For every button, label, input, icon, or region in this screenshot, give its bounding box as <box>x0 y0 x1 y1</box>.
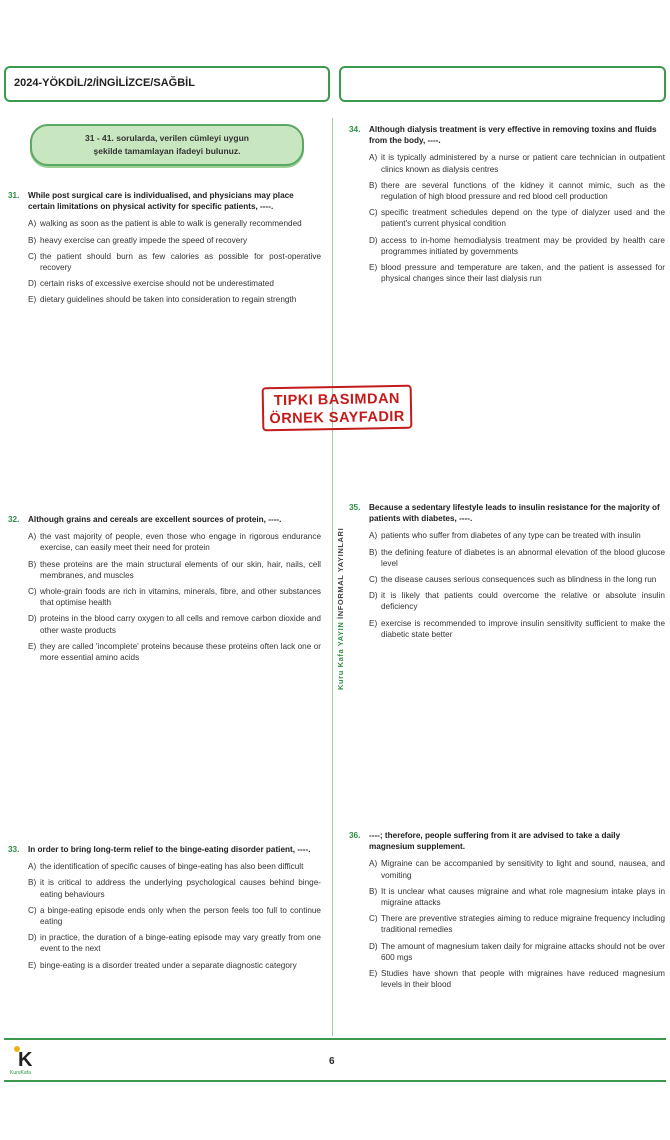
option-a[interactable] <box>28 531 321 553</box>
option-text: the patient should burn as few calories as possible for post-operative recovery <box>40 251 321 273</box>
instruction-line-2: şekilde tamamlayan ifadeyi bulunuz. <box>93 146 241 156</box>
instruction-box <box>30 124 304 166</box>
option-letter: B) <box>369 180 378 190</box>
header-right-box <box>339 66 666 102</box>
option-text: the vast majority of people, even those who engage in rigorous endurance exercise, can easily meet their need for protein <box>40 532 321 553</box>
option-b[interactable] <box>28 235 321 246</box>
question-35 <box>349 502 665 645</box>
option-text: certain risks of excessive exercise should not be underestimated <box>40 279 274 289</box>
option-text: in practice, the duration of a binge-eating episode may vary greatly from one event to the next <box>40 933 321 954</box>
option-b[interactable] <box>369 180 665 202</box>
publisher-logo <box>10 1043 36 1077</box>
question-number: 33. <box>8 845 20 854</box>
stamp-line-2: ÖRNEK SAYFADIR <box>269 408 405 428</box>
publisher-vertical-text <box>336 528 345 690</box>
option-letter: A) <box>28 862 37 872</box>
option-c[interactable] <box>28 586 321 608</box>
question-31 <box>8 190 321 311</box>
option-letter: E) <box>369 969 378 979</box>
option-letter: D) <box>28 279 37 289</box>
option-text: they are called 'incomplete' proteins because these proteins often lack one or more essential amino acids <box>40 641 321 663</box>
option-letter: C) <box>28 905 37 915</box>
option-e[interactable] <box>28 641 321 663</box>
option-a[interactable] <box>28 218 321 229</box>
option-letter: D) <box>369 591 378 601</box>
option-text: blood pressure and temperature are taken, and the patient is assessed for physical changes since their last dialysis run <box>381 263 665 284</box>
option-text: specific treatment schedules depend on the type of dialyzer used and the patient's current physical condition <box>381 208 665 229</box>
option-e[interactable] <box>28 294 321 305</box>
option-letter: D) <box>369 235 378 245</box>
publisher-text: İNFORMAL YAYINLARI <box>336 527 345 619</box>
question-36 <box>349 830 665 995</box>
option-letter: D) <box>369 941 378 951</box>
option-d[interactable] <box>28 932 321 954</box>
option-b[interactable] <box>28 877 321 899</box>
option-letter: D) <box>28 614 37 624</box>
option-e[interactable] <box>28 960 321 971</box>
question-stem <box>8 190 321 212</box>
option-letter: C) <box>28 587 37 597</box>
option-letter: E) <box>28 295 37 305</box>
option-letter: E) <box>369 618 378 628</box>
option-b[interactable] <box>369 886 665 908</box>
option-e[interactable] <box>369 618 665 640</box>
option-text: the identification of specific causes of binge-eating has also been difficult <box>40 862 304 872</box>
option-text: proteins in the blood carry oxygen to all cells and remove carbon dioxide and other waste products <box>40 614 321 635</box>
question-34 <box>349 124 665 289</box>
option-text: exercise is recommended to improve insulin sensitivity sufficient to make the diabetic state better <box>381 618 665 639</box>
option-text: it is critical to address the underlying psychological causes behind binge-eating behaviours <box>40 878 321 899</box>
option-text: The amount of magnesium taken daily for migraine attacks should not be over 600 mgs <box>381 941 665 962</box>
question-number: 34. <box>349 125 361 134</box>
question-stem <box>8 844 321 855</box>
question-number: 31. <box>8 191 20 200</box>
option-text: binge-eating is a disorder treated under a separate diagnostic category <box>40 960 297 970</box>
logo-name: KuruKafa <box>10 1070 31 1076</box>
option-letter: B) <box>28 878 37 888</box>
option-letter: A) <box>28 219 37 229</box>
option-letter: C) <box>369 575 378 585</box>
footer-top-line <box>4 1038 666 1040</box>
option-text: whole-grain foods are rich in vitamins, minerals, fibre, and other substances that optimise health <box>40 587 321 608</box>
option-c[interactable] <box>369 913 665 935</box>
option-letter: A) <box>28 532 37 542</box>
option-letter: B) <box>369 886 378 896</box>
option-letter: B) <box>28 235 37 245</box>
option-text: the disease causes serious consequences such as blindness in the long run <box>381 575 657 585</box>
option-letter: C) <box>369 914 378 924</box>
question-stem <box>349 830 665 852</box>
option-c[interactable] <box>369 574 665 585</box>
option-letter: C) <box>28 251 37 261</box>
logo-letter: K <box>18 1049 33 1071</box>
option-text: a binge-eating episode ends only when the person feels too full to continue eating <box>40 905 321 927</box>
option-e[interactable] <box>369 262 665 284</box>
option-text: dietary guidelines should be taken into consideration to regain strength <box>40 295 297 305</box>
publisher-brand: Kuru Kafa YAYIN <box>336 621 345 690</box>
option-e[interactable] <box>369 968 665 990</box>
option-d[interactable] <box>28 613 321 635</box>
question-text: Although grains and cereals are excellent sources of protein, ----. <box>28 515 282 524</box>
option-letter: E) <box>28 641 37 651</box>
header-left-box <box>4 66 330 102</box>
option-letter: E) <box>28 960 37 970</box>
option-c[interactable] <box>28 905 321 927</box>
option-b[interactable] <box>369 547 665 569</box>
option-letter: E) <box>369 263 378 273</box>
option-text: it is likely that patients could overcome the relative or absolute insulin deficiency <box>381 591 665 612</box>
option-letter: D) <box>28 933 37 943</box>
option-letter: B) <box>28 559 37 569</box>
option-text: There are preventive strategies aiming to reduce migraine frequency including traditional remedies <box>381 914 665 935</box>
question-text: ----; therefore, people suffering from it are advised to take a daily magnesium supplement. <box>369 831 621 852</box>
option-text: patients who suffer from diabetes of any type can be treated with insulin <box>381 531 641 541</box>
stamp-line-1: TIPKI BASIMDAN <box>273 390 401 410</box>
option-c[interactable] <box>28 251 321 273</box>
instruction-line-1: 31 - 41. sorularda, verilen cümleyi uygun <box>85 133 249 143</box>
footer-bottom-line <box>4 1080 666 1082</box>
option-letter: A) <box>369 153 378 163</box>
option-b[interactable] <box>28 559 321 581</box>
sample-page-stamp <box>262 385 413 432</box>
option-d[interactable] <box>369 235 665 257</box>
question-stem <box>349 124 665 146</box>
question-text: While post surgical care is individualised, and physicians may place certain limitations on physical activity for specific patients, ----. <box>28 191 294 212</box>
option-letter: A) <box>369 859 378 869</box>
option-text: the defining feature of diabetes is an abnormal elevation of the blood glucose level <box>381 547 665 568</box>
page-number: 6 <box>329 1056 335 1067</box>
option-text: Migraine can be accompanied by sensitivity to light and sound, nausea, and vomiting <box>381 859 665 880</box>
question-text: In order to bring long-term relief to the binge-eating disorder patient, ----. <box>28 845 311 854</box>
option-text: walking as soon as the patient is able to walk is generally recommended <box>40 219 302 229</box>
option-text: heavy exercise can greatly impede the speed of recovery <box>40 235 248 245</box>
option-text: It is unclear what causes migraine and what role magnesium intake plays in migraine attacks <box>381 886 665 908</box>
question-stem <box>8 514 321 525</box>
option-d[interactable] <box>28 278 321 289</box>
option-letter: C) <box>369 208 378 218</box>
option-text: access to in-home hemodialysis treatment may be provided by health care programmes initiated by governments <box>381 235 665 256</box>
option-text: these proteins are the main structural elements of our skin, hair, nails, cell membranes, and muscles <box>40 559 321 580</box>
question-text: Because a sedentary lifestyle leads to insulin resistance for the majority of patients with diabetes, ----. <box>369 503 660 524</box>
option-d[interactable] <box>369 941 665 963</box>
question-33 <box>8 844 321 976</box>
option-a[interactable] <box>369 530 665 541</box>
option-text: Studies have shown that people with migraines have reduced magnesium levels in their blood <box>381 969 665 990</box>
question-32 <box>8 514 321 668</box>
question-number: 36. <box>349 831 361 840</box>
question-number: 35. <box>349 503 361 512</box>
option-a[interactable] <box>369 152 665 174</box>
exam-title: 2024-YÖKDİL/2/İNGİLİZCE/SAĞBİL <box>14 77 195 89</box>
question-text: Although dialysis treatment is very effective in removing toxins and fluids from the body, ----. <box>369 125 657 146</box>
option-d[interactable] <box>369 590 665 612</box>
option-a[interactable] <box>369 858 665 880</box>
question-number: 32. <box>8 515 20 524</box>
option-letter: A) <box>369 531 378 541</box>
option-text: there are several functions of the kidney it cannot mimic, such as the regulation of high blood pressure and red blood cell production <box>381 180 665 202</box>
option-letter: B) <box>369 547 378 557</box>
column-divider <box>332 118 333 1036</box>
question-stem <box>349 502 665 524</box>
option-a[interactable] <box>28 861 321 872</box>
option-c[interactable] <box>369 207 665 229</box>
option-text: it is typically administered by a nurse or patient care technician in outpatient clinics known as dialysis centres <box>381 153 665 174</box>
